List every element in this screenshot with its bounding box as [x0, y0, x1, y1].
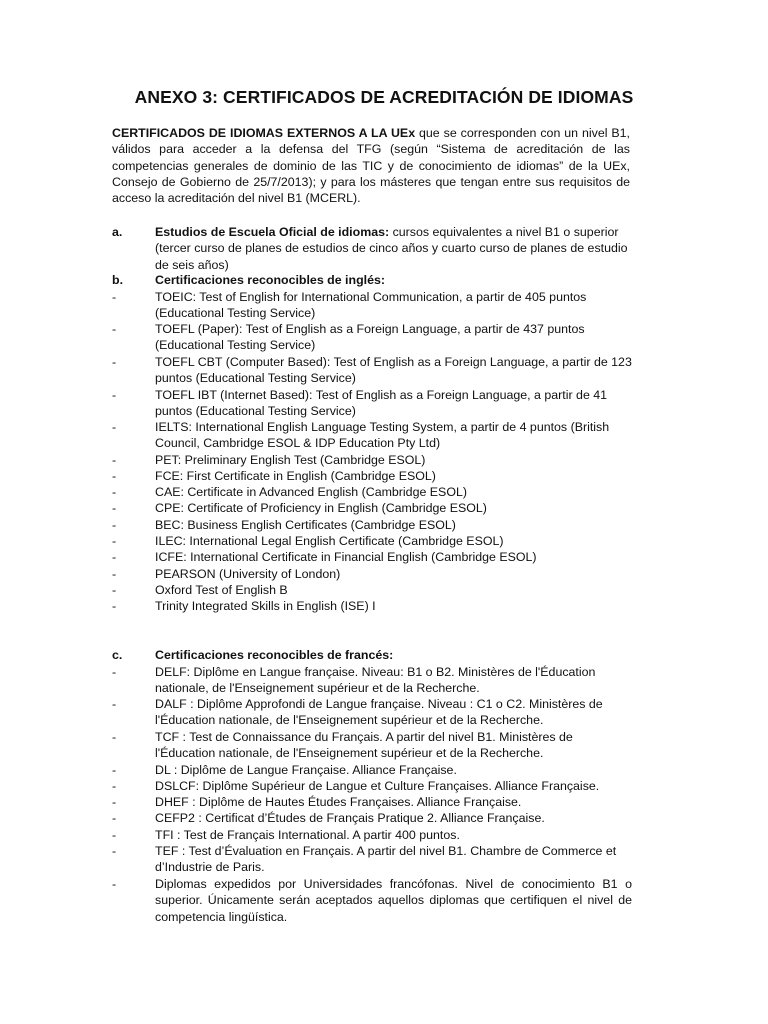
list-item-text: DHEF : Diplôme de Hautes Études Françaises. Alliance Française.	[155, 795, 522, 809]
bullet: -	[112, 469, 117, 483]
list-item-text: Trinity Integrated Skills in English (ISE) I	[155, 599, 376, 613]
bullet: -	[112, 322, 117, 336]
list-item-text: Diplomas expedidos por Universidades francófonas. Nivel de conocimiento B1 o superior. Únicamente serán aceptados aquellos diplomas que certifiquen el nivel de competencia lingüística.	[155, 877, 632, 924]
bullet: -	[112, 485, 117, 499]
list-item-text: TEF : Test d’Évaluation en Français. A partir del nivel B1. Chambre de Commerce et d’Industrie de Paris.	[155, 844, 617, 875]
section-c-heading: Certificaciones reconocibles de francés:	[155, 648, 394, 662]
list-item-text: IELTS: International English Language Testing System, a partir de 4 puntos (British Council, Cambridge ESOL & IDP Education Pty Ltd)	[155, 420, 610, 451]
bullet: -	[112, 779, 117, 793]
list-item-text: TOEIC: Test of English for International Communication, a partir de 405 puntos (Educational Testing Service)	[155, 290, 587, 321]
bullet: -	[112, 697, 117, 711]
section-c-marker: c.	[112, 648, 123, 662]
section-a-heading: Estudios de Escuela Oficial de idiomas:	[155, 225, 390, 239]
bullet: -	[112, 730, 117, 744]
bullet: -	[112, 583, 117, 597]
section-a-text	[155, 224, 632, 273]
bullet: -	[112, 290, 117, 304]
bullet: -	[112, 599, 117, 613]
page-title: ANEXO 3: CERTIFICADOS DE ACREDITACIÓN DE IDIOMAS	[134, 87, 634, 107]
bullet: -	[112, 844, 117, 858]
list-item-text: TOEFL CBT (Computer Based): Test of English as a Foreign Language, a partir de 123 puntos (Educational Testing Service)	[155, 355, 632, 386]
section-a-marker: a.	[112, 225, 123, 239]
bullet: -	[112, 795, 117, 809]
list-item-text: DSLCF: Diplôme Supérieur de Langue et Culture Françaises. Alliance Française.	[155, 779, 600, 793]
list-item-text: DALF : Diplôme Approfondi de Langue française. Niveau : C1 o C2. Ministères de l'Éducation nationale, de l'Enseignement supérieur et de la Recherche.	[155, 697, 603, 728]
list-item-text: TOEFL (Paper): Test of English as a Foreign Language, a partir de 437 puntos (Educational Testing Service)	[155, 322, 585, 353]
list-item-text: CPE: Certificate of Proficiency in English (Cambridge ESOL)	[155, 501, 487, 515]
list-item-text: PEARSON (University of London)	[155, 567, 341, 581]
bullet: -	[112, 877, 117, 891]
bullet: -	[112, 388, 117, 402]
list-item-text: CAE: Certificate in Advanced English (Cambridge ESOL)	[155, 485, 467, 499]
list-item-text: TOEFL IBT (Internet Based): Test of English as a Foreign Language, a partir de 41 puntos (Educational Testing Service)	[155, 388, 608, 419]
list-item-text: Oxford Test of English B	[155, 583, 288, 597]
bullet: -	[112, 420, 117, 434]
bullet: -	[112, 501, 117, 515]
section-a-body: cursos equivalentes a nivel B1 o superior (tercer curso de planes de estudios de cinco años y cuarto curso de planes de estudio de seis años)	[155, 225, 628, 272]
intro-bold-lead: CERTIFICADOS DE IDIOMAS EXTERNOS A LA UEx	[112, 126, 416, 140]
list-item-text: CEFP2 : Certificat d’Études de Français Pratique 2. Alliance Française.	[155, 811, 545, 825]
list-item-text: DL : Diplôme de Langue Française. Alliance Française.	[155, 763, 457, 777]
list-item-text: DELF: Diplôme en Langue française. Niveau: B1 o B2. Ministères de l'Éducation nationale, de l'Enseignement supérieur et de la Recherche.	[155, 665, 596, 696]
bullet: -	[112, 828, 117, 842]
list-item-text: ICFE: International Certificate in Financial English (Cambridge ESOL)	[155, 550, 537, 564]
bullet: -	[112, 665, 117, 679]
intro-text: que se corresponden con un nivel B1, válidos para acceder a la defensa del TFG (según “Sistema de acreditación de las competencias generales de dominio de las TIC y de conocimiento de idiomas” de la UEx, Consejo de Gobierno de 25/7/2013); y para los másteres que tengan entre sus requisitos de acceso la acreditación del nivel B1 (MCERL).	[112, 126, 630, 206]
bullet: -	[112, 534, 117, 548]
bullet: -	[112, 763, 117, 777]
bullet: -	[112, 518, 117, 532]
section-b-heading: Certificaciones reconocibles de inglés:	[155, 273, 385, 287]
bullet: -	[112, 453, 117, 467]
list-item-text: TFI : Test de Français International. A partir 400 puntos.	[155, 828, 460, 842]
bullet: -	[112, 355, 117, 369]
bullet: -	[112, 811, 117, 825]
section-b-marker: b.	[112, 273, 124, 287]
list-item-text: TCF : Test de Connaissance du Français. A partir del nivel B1. Ministères de l'Éducation nationale, de l'Enseignement supérieur et de la Recherche.	[155, 730, 573, 761]
intro-paragraph	[112, 125, 630, 206]
bullet: -	[112, 567, 117, 581]
list-item-text: BEC: Business English Certificates (Cambridge ESOL)	[155, 518, 456, 532]
bullet: -	[112, 550, 117, 564]
list-item-text: PET: Preliminary English Test (Cambridge ESOL)	[155, 453, 426, 467]
list-item-text: ILEC: International Legal English Certificate (Cambridge ESOL)	[155, 534, 504, 548]
list-item-text: FCE: First Certificate in English (Cambridge ESOL)	[155, 469, 436, 483]
